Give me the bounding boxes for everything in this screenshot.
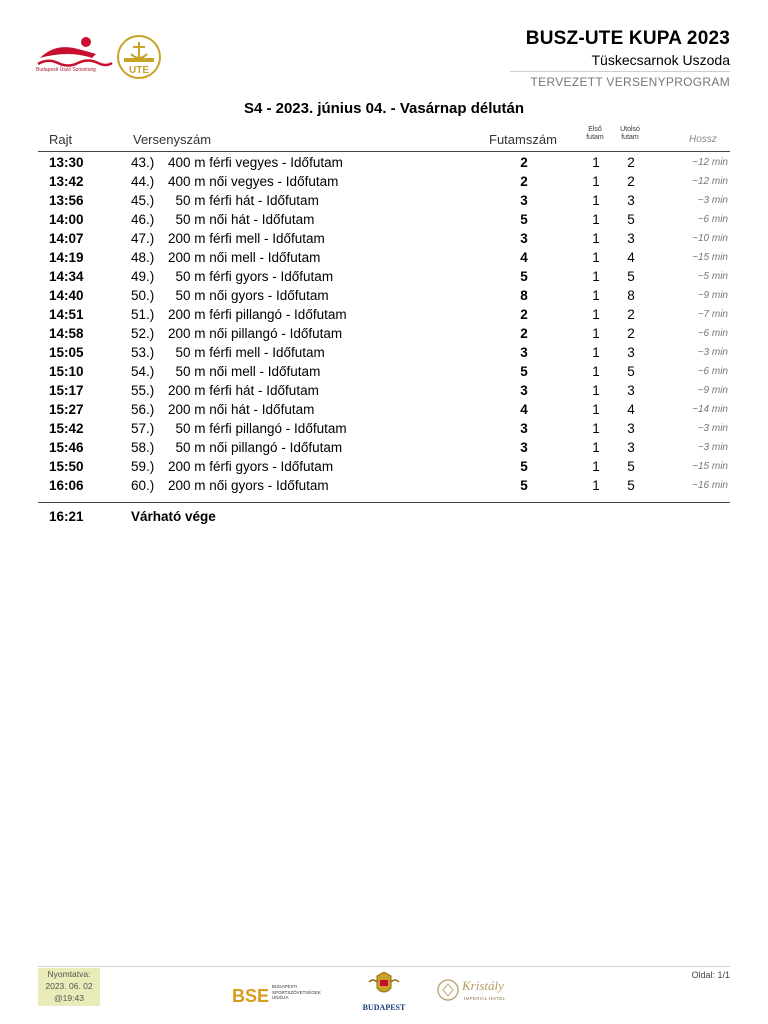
- duration: ~12 min: [692, 176, 728, 187]
- last-heat: 2: [627, 307, 635, 322]
- last-heat: 2: [627, 174, 635, 189]
- event-name: 400 m női vegyes - Időfutam: [168, 174, 339, 189]
- col-first-heat-line2: futam: [586, 134, 604, 141]
- ute-anchor-logo-icon: [116, 34, 162, 80]
- heat-count: 3: [520, 440, 528, 455]
- first-heat: 1: [592, 326, 600, 341]
- start-time: 14:34: [49, 269, 84, 284]
- last-heat: 5: [627, 459, 635, 474]
- last-heat: 8: [627, 288, 635, 303]
- table-row: [38, 326, 730, 345]
- table-bottom-rule: [38, 502, 730, 503]
- start-time: 15:50: [49, 459, 84, 474]
- heat-count: 5: [520, 269, 528, 284]
- event-number: 58.): [131, 440, 155, 455]
- start-time: 14:40: [49, 288, 84, 303]
- heat-count: 3: [520, 383, 528, 398]
- footer-divider: [38, 966, 730, 967]
- last-heat: 4: [627, 402, 635, 417]
- start-time: 15:17: [49, 383, 84, 398]
- first-heat: 1: [592, 174, 600, 189]
- start-time: 13:42: [49, 174, 84, 189]
- first-heat: 1: [592, 212, 600, 227]
- table-row: [38, 345, 730, 364]
- duration: ~3 min: [697, 195, 728, 206]
- first-heat: 1: [592, 250, 600, 265]
- table-row: [38, 402, 730, 421]
- kristaly-emblem-icon: [436, 976, 460, 1004]
- heat-count: 8: [520, 288, 528, 303]
- event-number: 59.): [131, 459, 155, 474]
- table-row: [38, 478, 730, 497]
- event-number: 49.): [131, 269, 155, 284]
- heat-count: 3: [520, 193, 528, 208]
- last-heat: 3: [627, 440, 635, 455]
- event-number: 50.): [131, 288, 155, 303]
- sponsor-budapest-logo: [352, 972, 416, 1014]
- first-heat: 1: [592, 383, 600, 398]
- bse-text: [272, 984, 321, 1001]
- sponsor-kristaly-logo: [436, 972, 526, 1014]
- duration: ~15 min: [692, 252, 728, 263]
- event-number: 53.): [131, 345, 155, 360]
- event-number: 54.): [131, 364, 155, 379]
- program-subtitle: TERVEZETT VERSENYPROGRAM: [530, 75, 730, 89]
- event-name: 50 m férfi hát - Időfutam: [168, 193, 319, 208]
- duration: ~14 min: [692, 404, 728, 415]
- duration: ~12 min: [692, 157, 728, 168]
- printed-date: 2023. 06. 02: [45, 981, 93, 991]
- start-time: 14:51: [49, 307, 84, 322]
- crest-icon: [367, 972, 401, 998]
- duration: ~3 min: [697, 347, 728, 358]
- kristaly-sub: IMPERIAL HOTEL: [464, 996, 506, 1001]
- heat-count: 5: [520, 212, 528, 227]
- duration: ~16 min: [692, 480, 728, 491]
- event-number: 43.): [131, 155, 155, 170]
- subtitle-divider: [510, 71, 730, 72]
- event-number: 56.): [131, 402, 155, 417]
- first-heat: 1: [592, 193, 600, 208]
- col-heats: Futamszám: [489, 132, 557, 147]
- heat-count: 2: [520, 326, 528, 341]
- start-time: 14:00: [49, 212, 84, 227]
- event-number: 45.): [131, 193, 155, 208]
- event-name: 200 m női mell - Időfutam: [168, 250, 321, 265]
- bse-text-line3: UNIÓJA: [272, 995, 289, 1000]
- table-row: [38, 288, 730, 307]
- heat-count: 3: [520, 421, 528, 436]
- event-number: 55.): [131, 383, 155, 398]
- last-heat: 3: [627, 383, 635, 398]
- event-number: 48.): [131, 250, 155, 265]
- table-row: [38, 440, 730, 459]
- start-time: 15:10: [49, 364, 84, 379]
- table-row: [38, 269, 730, 288]
- bse-logo-mark: BSE: [232, 986, 270, 1006]
- event-name: 50 m női mell - Időfutam: [168, 364, 321, 379]
- last-heat: 5: [627, 364, 635, 379]
- col-rajt: Rajt: [49, 132, 73, 147]
- bse-logo-icon: [232, 980, 272, 1010]
- heat-count: 5: [520, 478, 528, 493]
- start-time: 15:42: [49, 421, 84, 436]
- last-heat: 3: [627, 345, 635, 360]
- first-heat: 1: [592, 402, 600, 417]
- bse-text-line2: SPORTSZÖVETSÉGEK: [272, 989, 321, 995]
- start-time: 15:46: [49, 440, 84, 455]
- table-row: [38, 250, 730, 269]
- event-name: 200 m férfi pillangó - Időfutam: [168, 307, 347, 322]
- last-heat: 3: [627, 193, 635, 208]
- duration: ~6 min: [697, 328, 728, 339]
- first-heat: 1: [592, 288, 600, 303]
- printed-stamp: [38, 968, 100, 1006]
- duration: ~6 min: [697, 214, 728, 225]
- event-name: 50 m női gyors - Időfutam: [168, 288, 329, 303]
- first-heat: 1: [592, 478, 600, 493]
- duration: ~9 min: [697, 290, 728, 301]
- duration: ~7 min: [697, 309, 728, 320]
- duration: ~3 min: [697, 442, 728, 453]
- table-row: [38, 212, 730, 231]
- table-row: [38, 155, 730, 174]
- last-heat: 4: [627, 250, 635, 265]
- title-block: [526, 28, 730, 89]
- last-heat: 5: [627, 269, 635, 284]
- heat-count: 2: [520, 155, 528, 170]
- last-heat: 5: [627, 212, 635, 227]
- end-label: Várható vége: [131, 509, 216, 524]
- first-heat: 1: [592, 459, 600, 474]
- table-row: [38, 307, 730, 326]
- event-name: 200 m férfi gyors - Időfutam: [168, 459, 334, 474]
- table-row: [38, 383, 730, 402]
- event-name: 200 m férfi mell - Időfutam: [168, 231, 325, 246]
- kristaly-label: Kristály: [462, 978, 504, 993]
- last-heat: 2: [627, 155, 635, 170]
- last-heat: 2: [627, 326, 635, 341]
- duration: ~15 min: [692, 461, 728, 472]
- start-time: 14:58: [49, 326, 84, 341]
- event-name: 50 m férfi gyors - Időfutam: [168, 269, 334, 284]
- table-row: [38, 174, 730, 193]
- start-time: 14:07: [49, 231, 84, 246]
- heat-count: 3: [520, 345, 528, 360]
- printed-time: @19:43: [54, 993, 84, 1003]
- first-heat: 1: [592, 307, 600, 322]
- col-first-heat: [581, 126, 609, 142]
- heat-count: 5: [520, 364, 528, 379]
- event-name: 200 m női hát - Időfutam: [168, 402, 315, 417]
- header-logos: [34, 30, 254, 88]
- first-heat: 1: [592, 231, 600, 246]
- event-number: 57.): [131, 421, 155, 436]
- first-heat: 1: [592, 421, 600, 436]
- page-number: Oldal: 1/1: [691, 970, 730, 980]
- event-name: 50 m férfi mell - Időfutam: [168, 345, 325, 360]
- table-row: [38, 193, 730, 212]
- event-number: 52.): [131, 326, 155, 341]
- duration: ~6 min: [697, 366, 728, 377]
- duration: ~10 min: [692, 233, 728, 244]
- last-heat: 3: [627, 231, 635, 246]
- first-heat: 1: [592, 345, 600, 360]
- last-heat: 5: [627, 478, 635, 493]
- heat-count: 4: [520, 402, 528, 417]
- table-row: [38, 421, 730, 440]
- duration: ~5 min: [697, 271, 728, 282]
- first-heat: 1: [592, 364, 600, 379]
- duration: ~3 min: [697, 423, 728, 434]
- heat-count: 3: [520, 231, 528, 246]
- event-number: 60.): [131, 478, 155, 493]
- table-row: [38, 459, 730, 478]
- heat-count: 2: [520, 174, 528, 189]
- event-name: 50 m női hát - Időfutam: [168, 212, 315, 227]
- start-time: 13:30: [49, 155, 84, 170]
- ute-logo-text: UTE: [129, 65, 149, 76]
- event-name: 200 m női pillangó - Időfutam: [168, 326, 343, 341]
- venue-name: Tüskecsarnok Uszoda: [591, 52, 730, 68]
- col-last-heat: [616, 126, 644, 142]
- table-row: [38, 364, 730, 383]
- bse-text-line1: BUDAPESTI: [272, 984, 298, 989]
- duration: ~9 min: [697, 385, 728, 396]
- session-title: S4 - 2023. június 04. - Vasárnap délután: [243, 100, 525, 117]
- sponsor-bse-logo: [232, 972, 342, 1014]
- header-rule: [38, 151, 730, 152]
- start-time: 15:27: [49, 402, 84, 417]
- event-number: 47.): [131, 231, 155, 246]
- start-time: 13:56: [49, 193, 84, 208]
- event-number: 46.): [131, 212, 155, 227]
- end-time: 16:21: [49, 509, 84, 524]
- logo-caption: Budapesti Úszó Szövetség: [36, 67, 96, 73]
- table-header: [38, 126, 730, 152]
- event-name: 50 m női pillangó - Időfutam: [168, 440, 343, 455]
- col-last-heat-line1: Utolsó: [620, 126, 640, 133]
- page-title: BUSZ-UTE KUPA 2023: [525, 28, 730, 49]
- first-heat: 1: [592, 440, 600, 455]
- col-last-heat-line2: futam: [621, 134, 639, 141]
- budapest-label: BUDAPEST: [362, 1003, 406, 1012]
- col-duration: Hossz: [689, 134, 717, 145]
- start-time: 14:19: [49, 250, 84, 265]
- printed-label: Nyomtatva:: [47, 969, 91, 979]
- first-heat: 1: [592, 155, 600, 170]
- event-number: 51.): [131, 307, 155, 322]
- event-name: 200 m férfi hát - Időfutam: [168, 383, 319, 398]
- table-row: [38, 231, 730, 250]
- event-name: 200 m női gyors - Időfutam: [168, 478, 329, 493]
- event-name: 50 m férfi pillangó - Időfutam: [168, 421, 347, 436]
- col-event: Versenyszám: [133, 132, 212, 147]
- heat-count: 5: [520, 459, 528, 474]
- heat-count: 4: [520, 250, 528, 265]
- start-time: 16:06: [49, 478, 84, 493]
- last-heat: 3: [627, 421, 635, 436]
- event-number: 44.): [131, 174, 155, 189]
- heat-count: 2: [520, 307, 528, 322]
- event-name: 400 m férfi vegyes - Időfutam: [168, 155, 343, 170]
- first-heat: 1: [592, 269, 600, 284]
- start-time: 15:05: [49, 345, 84, 360]
- col-first-heat-line1: Első: [588, 126, 602, 133]
